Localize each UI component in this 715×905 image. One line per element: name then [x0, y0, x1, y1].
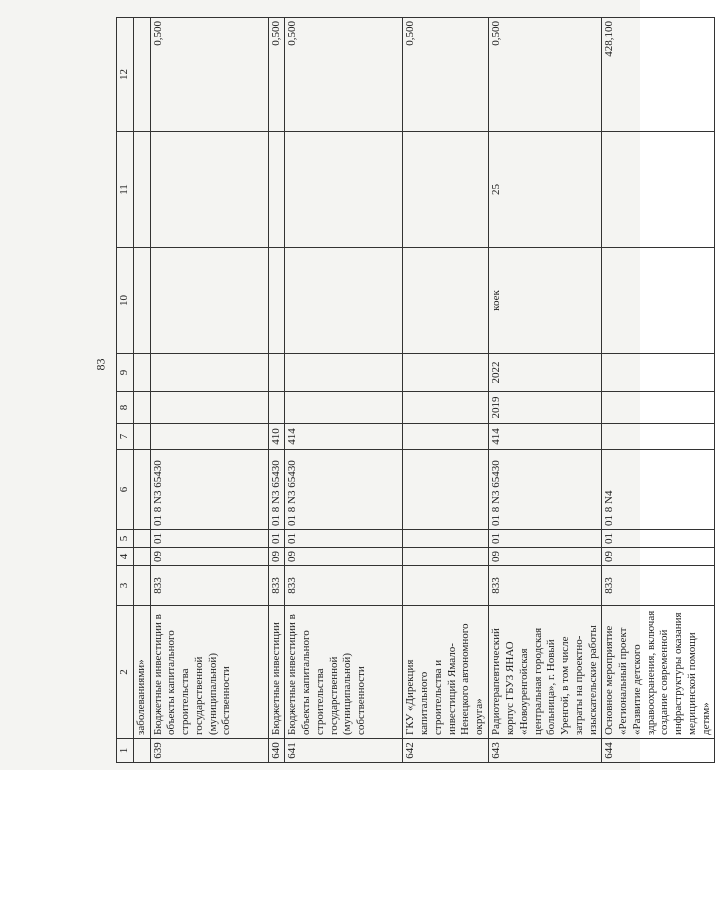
row-name: Бюджетные инвестиции [268, 606, 285, 739]
col-11-value [602, 132, 715, 248]
col-5-value: 01 [268, 530, 285, 548]
header-cell-12: 12 [117, 18, 134, 132]
table-row [150, 18, 268, 763]
col-10-value [403, 248, 489, 354]
header-cell-10: 10 [117, 248, 134, 354]
row-number: 641 [285, 739, 403, 763]
col-6-value: 01 8 N3 65430 [150, 450, 268, 530]
col-9-value [285, 354, 403, 392]
col-11-value [285, 132, 403, 248]
header-cell-6: 6 [117, 450, 134, 530]
col-10-value [285, 248, 403, 354]
col-4-value [403, 548, 489, 566]
col-5-value: 01 [489, 530, 602, 548]
budget-table [116, 17, 715, 763]
cell-empty [133, 354, 150, 392]
cell-empty [133, 566, 150, 606]
col-8-value: 2019 [489, 392, 602, 424]
col-10-value [268, 248, 285, 354]
col-7-value: 414 [285, 424, 403, 450]
header-row [117, 18, 134, 763]
row-number: 643 [489, 739, 602, 763]
col-10-value: коек [489, 248, 602, 354]
col-5-value: 01 [285, 530, 403, 548]
continuation-text: заболеваниями» [133, 606, 150, 739]
col-12-value: 0,500 [268, 18, 285, 132]
col-9-value [602, 354, 715, 392]
cell-empty [133, 739, 150, 763]
rotated-table-frame [116, 18, 712, 763]
col-11-value [150, 132, 268, 248]
header-cell-9: 9 [117, 354, 134, 392]
col-5-value: 01 [602, 530, 715, 548]
header-cell-7: 7 [117, 424, 134, 450]
col-11-value: 25 [489, 132, 602, 248]
table-row [489, 18, 602, 763]
row-name: Основное мероприятие «Региональный проект «Развитие детского здравоохранения, включая создание современной инфраструктуры оказания медицинской помощи детям» [602, 606, 715, 739]
page-number: 83 [93, 358, 108, 371]
col-7-value: 414 [489, 424, 602, 450]
col-4-value: 09 [489, 548, 602, 566]
cell-empty [133, 548, 150, 566]
col-6-value: 01 8 N4 [602, 450, 715, 530]
header-cell-1: 1 [117, 739, 134, 763]
col-11-value [403, 132, 489, 248]
col-12-value: 0,500 [285, 18, 403, 132]
col-8-value [403, 392, 489, 424]
row-number: 642 [403, 739, 489, 763]
col-9-value: 2022 [489, 354, 602, 392]
col-11-value [268, 132, 285, 248]
row-number: 639 [150, 739, 268, 763]
col-8-value [150, 392, 268, 424]
col-6-value [403, 450, 489, 530]
col-7-value: 410 [268, 424, 285, 450]
col-8-value [268, 392, 285, 424]
table-row [403, 18, 489, 763]
table-row [602, 18, 715, 763]
header-cell-2: 2 [117, 606, 134, 739]
col-7-value [602, 424, 715, 450]
cell-empty [133, 530, 150, 548]
col-7-value [403, 424, 489, 450]
cell-empty [133, 424, 150, 450]
row-name: Бюджетные инвестиции в объекты капитального строительства государственной (муниципальной) собственности [150, 606, 268, 739]
col-12-value: 0,500 [403, 18, 489, 132]
continuation-row [133, 18, 150, 763]
col-4-value: 09 [285, 548, 403, 566]
col-8-value [602, 392, 715, 424]
col-5-value [403, 530, 489, 548]
row-number: 644 [602, 739, 715, 763]
col-6-value: 01 8 N3 65430 [489, 450, 602, 530]
col-9-value [403, 354, 489, 392]
col-6-value: 01 8 N3 65430 [285, 450, 403, 530]
cell-empty [133, 392, 150, 424]
col-12-value: 0,500 [489, 18, 602, 132]
col-12-value: 428,100 [602, 18, 715, 132]
row-name: Радиотерапевтический корпус ГБУЗ ЯНАО «Новоуренгойская центральная городская больница», г. Новый Уренгой, в том числе затраты на проектно-изыскательские работы [489, 606, 602, 739]
col-5-value: 01 [150, 530, 268, 548]
col-3-value: 833 [489, 566, 602, 606]
header-cell-4: 4 [117, 548, 134, 566]
col-10-value [602, 248, 715, 354]
header-cell-5: 5 [117, 530, 134, 548]
col-4-value: 09 [268, 548, 285, 566]
col-3-value: 833 [285, 566, 403, 606]
cell-empty [133, 18, 150, 132]
col-9-value [150, 354, 268, 392]
cell-empty [133, 132, 150, 248]
col-10-value [150, 248, 268, 354]
table-row [268, 18, 285, 763]
col-3-value: 833 [150, 566, 268, 606]
row-number: 640 [268, 739, 285, 763]
cell-empty [133, 450, 150, 530]
col-4-value: 09 [150, 548, 268, 566]
col-4-value: 09 [602, 548, 715, 566]
col-3-value: 833 [602, 566, 715, 606]
col-7-value [150, 424, 268, 450]
row-name: Бюджетные инвестиции в объекты капитального строительства государственной (муниципальной) собственности [285, 606, 403, 739]
col-3-value: 833 [268, 566, 285, 606]
col-6-value: 01 8 N3 65430 [268, 450, 285, 530]
table-row [285, 18, 403, 763]
cell-empty [133, 248, 150, 354]
header-cell-8: 8 [117, 392, 134, 424]
header-cell-11: 11 [117, 132, 134, 248]
row-name: ГКУ «Дирекция капитального строительства и инвестиций Ямало-Ненецкого автономного округа» [403, 606, 489, 739]
col-8-value [285, 392, 403, 424]
header-cell-3: 3 [117, 566, 134, 606]
col-3-value [403, 566, 489, 606]
col-9-value [268, 354, 285, 392]
table-container [116, 18, 712, 763]
col-12-value: 0,500 [150, 18, 268, 132]
